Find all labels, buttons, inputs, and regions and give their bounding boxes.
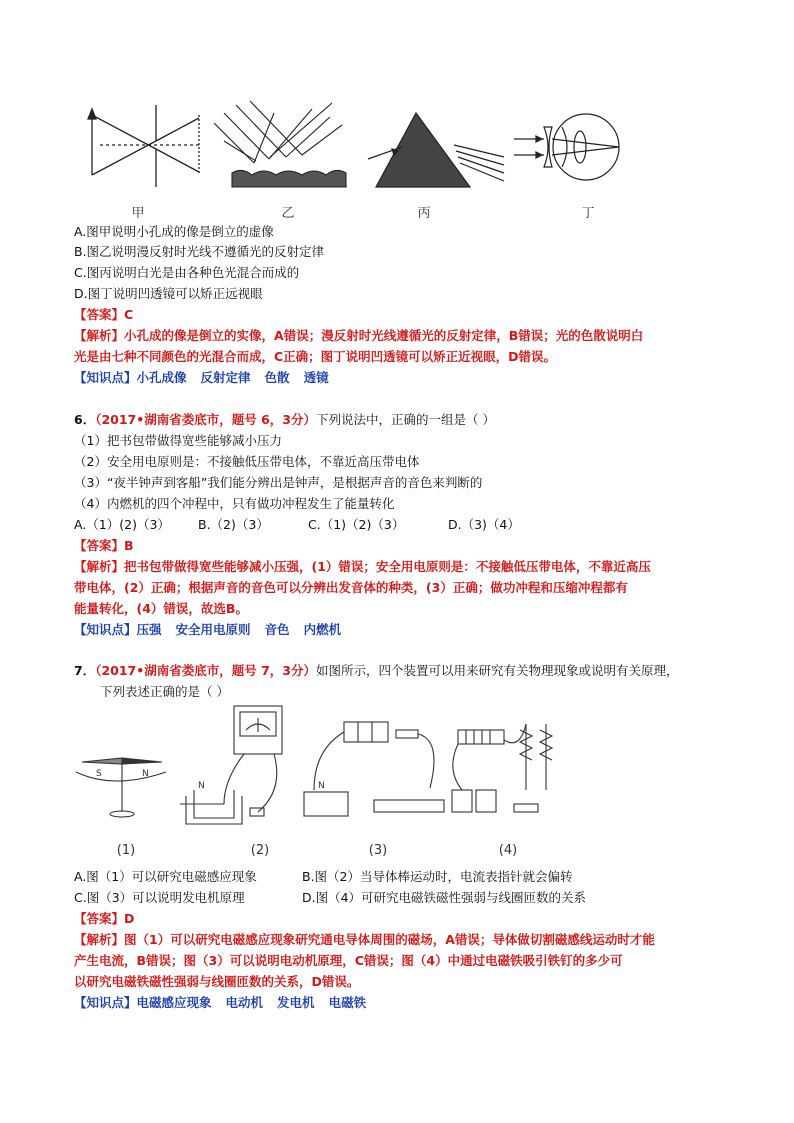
q6-analysis-line-2: 带电体，(2）正确；根据声音的音色可以分辨出发音体的种类，(3）正确；做功冲程和压缩冲程都有 bbox=[74, 580, 628, 595]
q5-option-a: A.图甲说明小孔成的像是倒立的虚像 bbox=[74, 224, 274, 239]
figure-eye bbox=[514, 114, 619, 180]
q5-knowledge-points: 【知识点】小孔成像 反射定律 色散 透镜 bbox=[74, 370, 329, 385]
figure-caption-jia: 甲 bbox=[131, 206, 145, 221]
q6-item-4: （4）内燃机的四个冲程中，只有做功冲程发生了能量转化 bbox=[74, 496, 395, 511]
q6-analysis-line-1: 【解析】把书包带做得宽些能够减小压强，(1）错误；安全用电原则是：不接触低压带电体，不靠近高压 bbox=[74, 559, 651, 574]
svg-text:S: S bbox=[96, 769, 102, 779]
figure-caption-3: (3) bbox=[368, 843, 388, 858]
q7-answer: 【答案】D bbox=[74, 911, 135, 926]
q6-options: A.（1）(2)（3） B.（2)（3） C.（1)（2)（3） D.（3)（4） bbox=[74, 517, 520, 532]
q6-item-2: （2）安全用电原则是：不接触低压带电体，不靠近高压带电体 bbox=[74, 454, 420, 469]
analysis-label: 【解析】 bbox=[74, 328, 125, 343]
svg-text:N: N bbox=[142, 769, 149, 779]
q7-stem: 7．（2017•湖南省娄底市，题号 7，3分）如图所示，四个装置可以用来研究有关物理现象或说明有关原理， bbox=[74, 663, 679, 678]
figure-caption-4: (4) bbox=[498, 843, 518, 858]
figure-caption-2: (2) bbox=[250, 843, 270, 858]
optics-figure bbox=[74, 95, 654, 215]
q7-analysis-line-2: 产生电流，B错误；图（3）可以说明电动机原理，C错误；图（4）中通过电磁铁吸引铁钉的多少可 bbox=[74, 953, 623, 968]
svg-text:N: N bbox=[198, 781, 205, 791]
figure-caption-1: (1) bbox=[116, 843, 136, 858]
q7-options-cd: C.图（3）可以说明发电机原理 D.图（4）可研究电磁铁磁性强弱与线圈匝数的关系 bbox=[74, 890, 587, 905]
q7-analysis-line-1: 【解析】图（1）可以研究电磁感应现象研究通电导体周围的磁场，A错误；导体做切割磁感线运动时才能 bbox=[74, 932, 655, 947]
q7-analysis-line-3: 以研究电磁铁磁性强弱与线圈匝数的关系，D错误。 bbox=[74, 974, 360, 989]
q5-option-b: B.图乙说明漫反射时光线不遵循光的反射定律 bbox=[74, 244, 325, 259]
q6-item-3: （3）“夜半钟声到客船”我们能分辨出是钟声，是根据声音的音色来判断的 bbox=[74, 475, 483, 490]
kp-label: 【知识点】 bbox=[74, 370, 137, 385]
figure-electromagnet bbox=[452, 724, 552, 812]
q5-analysis-line-2: 光是由七种不同颜色的光混合而成，C正确；图丁说明凹透镜可以矫正近视眼，D错误。 bbox=[74, 349, 557, 364]
q6-analysis-line-3: 能量转化，(4）错误，故选B。 bbox=[74, 601, 248, 616]
q7-options-ab: A.图（1）可以研究电磁感应现象 B.图（2）当导体棒运动时，电流表指针就会偏转 bbox=[74, 869, 573, 884]
figure-caption-ding: 丁 bbox=[581, 206, 595, 221]
figure-prism bbox=[368, 113, 504, 187]
q5-analysis-line-1: 【解析】小孔成的像是倒立的实像，A错误；漫反射时光线遵循光的反射定律，B错误；光的色散说明白 bbox=[74, 328, 644, 343]
figure-pinhole bbox=[88, 105, 199, 187]
q6-answer: 【答案】B bbox=[74, 538, 134, 553]
q6-stem: 6．（2017•湖南省娄底市，题号 6，3分）下列说法中，正确的一组是（ ） bbox=[74, 412, 495, 427]
q7-stem-2: 下列表述正确的是（ ） bbox=[100, 684, 229, 699]
q5-option-c: C.图丙说明白光是由各种色光混合而成的 bbox=[74, 265, 300, 280]
figure-caption-bing: 丙 bbox=[417, 206, 431, 221]
answer-value: C bbox=[124, 307, 134, 322]
figure-caption-yi: 乙 bbox=[281, 206, 295, 221]
q5-option-d: D.图丁说明凹透镜可以矫正远视眼 bbox=[74, 286, 263, 301]
figure-motor-apparatus bbox=[304, 722, 444, 816]
answer-label: 【答案】 bbox=[74, 307, 125, 322]
q6-item-1: （1）把书包带做得宽些能够减小压力 bbox=[74, 433, 282, 448]
q6-knowledge-points: 【知识点】压强 安全用电原则 音色 内燃机 bbox=[74, 622, 342, 637]
q7-knowledge-points: 【知识点】电磁感应现象 电动机 发电机 电磁铁 bbox=[74, 995, 367, 1010]
q5-answer bbox=[74, 305, 133, 325]
svg-text:N: N bbox=[318, 781, 325, 791]
electromagnetism-figure bbox=[74, 700, 574, 835]
figure-galvanometer bbox=[180, 706, 282, 824]
figure-diffuse-reflection bbox=[214, 101, 346, 187]
figure-compass-needle bbox=[76, 758, 166, 817]
